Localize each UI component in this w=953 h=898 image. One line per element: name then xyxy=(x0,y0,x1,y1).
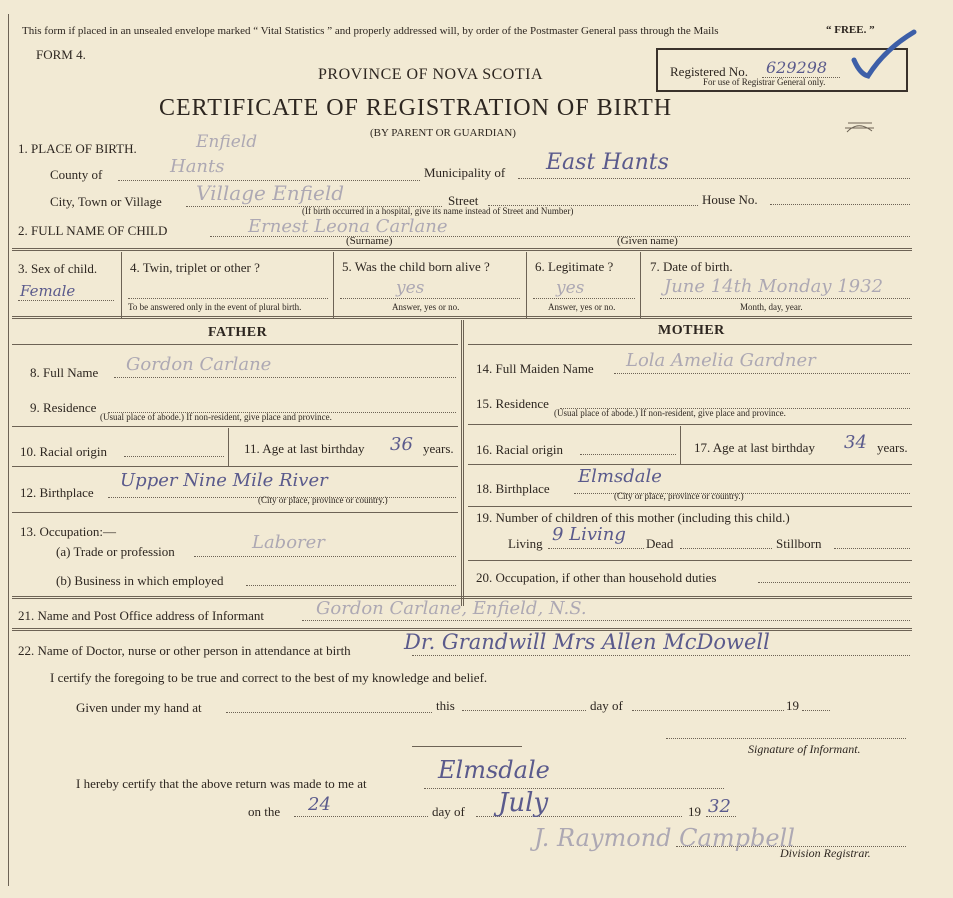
registrar-year-value: 32 xyxy=(708,796,731,817)
trade-value: Laborer xyxy=(252,532,325,553)
father-name-value: Gordon Carlane xyxy=(126,354,272,375)
registrar-day-of-label: day of xyxy=(432,804,465,819)
registered-number: 629298 xyxy=(766,58,828,77)
hospital-note: (If birth occurred in a hospital, give its name instead of Street and Number) xyxy=(302,206,574,216)
father-birthplace-value: Upper Nine Mile River xyxy=(120,470,328,491)
date-value: June 14th Monday 1932 xyxy=(664,276,884,297)
division-registrar-caption: Division Registrar. xyxy=(780,846,871,860)
certificate-title: CERTIFICATE OF REGISTRATION OF BIRTH xyxy=(159,95,673,121)
day-of-label: day of xyxy=(590,698,623,713)
mother-occupation-label: 20. Occupation, if other than household duties xyxy=(476,570,717,585)
father-residence-note: (Usual place of abode.) If non-resident, give place and province. xyxy=(100,412,332,422)
house-label: House No. xyxy=(702,192,758,207)
trade-label: (a) Trade or profession xyxy=(56,544,175,559)
legitimate-value: yes xyxy=(556,278,585,298)
street-label: Street xyxy=(448,193,479,208)
legitimate-note: Answer, yes or no. xyxy=(548,302,616,312)
father-years-label: years. xyxy=(423,441,454,456)
registrar-certify-text: I hereby certify that the above return was made to me at xyxy=(76,776,367,791)
child-name-value: Ernest Leona Carlane xyxy=(248,216,448,237)
dead-label: Dead xyxy=(646,536,674,551)
mother-age-value: 34 xyxy=(844,432,867,453)
given-under-label: Given under my hand at xyxy=(76,700,202,715)
informant-label: 21. Name and Post Office address of Informant xyxy=(18,608,264,623)
stillborn-label: Stillborn xyxy=(776,536,822,551)
surname-note: (Surname) xyxy=(346,235,393,247)
mother-birthplace-note: (City or place, province or country.) xyxy=(614,491,744,501)
this-label: this xyxy=(436,698,455,713)
father-age-label: 11. Age at last birthday xyxy=(244,441,365,456)
mother-birthplace-value: Elmsdale xyxy=(578,466,662,487)
mother-birthplace-label: 18. Birthplace xyxy=(476,481,550,496)
legitimate-label: 6. Legitimate ? xyxy=(535,259,614,274)
attendant-value: Dr. Grandwill Mrs Allen McDowell xyxy=(404,630,770,654)
county-label: County of xyxy=(50,167,103,182)
occupation-label: 13. Occupation:— xyxy=(20,524,117,539)
informant-signature-caption: Signature of Informant. xyxy=(748,742,861,756)
county-value: Hants xyxy=(170,156,225,177)
form-number: FORM 4. xyxy=(36,47,86,62)
twin-note: To be answered only in the event of plural birth. xyxy=(128,302,302,312)
sex-value: Female xyxy=(20,282,76,300)
father-racial-label: 10. Racial origin xyxy=(20,444,108,459)
registered-label: Registered No. xyxy=(670,64,748,79)
registrar-place-value: Elmsdale xyxy=(438,756,550,784)
given-name-note: (Given name) xyxy=(617,235,678,247)
father-birthplace-note: (City or place, province or country.) xyxy=(258,495,388,505)
sex-label: 3. Sex of child. xyxy=(18,261,98,276)
business-label: (b) Business in which employed xyxy=(56,573,224,588)
registrar-note: For use of Registrar General only. xyxy=(703,77,826,87)
mail-note: This form if placed in an unsealed envelope marked “ Vital Statistics ” and properly addressed will, by order of the Postmaster General pass through the Mails xyxy=(22,25,719,37)
mother-heading: MOTHER xyxy=(658,323,725,338)
province-heading: PROVINCE OF NOVA SCOTIA xyxy=(318,66,544,83)
free-note: “ FREE. ” xyxy=(826,24,875,36)
father-name-label: 8. Full Name xyxy=(30,365,99,380)
municipality-value: East Hants xyxy=(546,150,669,175)
date-label: 7. Date of birth. xyxy=(650,259,733,274)
year-19-label: 19 xyxy=(786,698,799,713)
alive-note: Answer, yes or no. xyxy=(392,302,460,312)
mother-name-label: 14. Full Maiden Name xyxy=(476,361,594,376)
registrar-month-value: July xyxy=(498,788,549,818)
father-age-value: 36 xyxy=(390,434,413,455)
certify-text: I certify the foregoing to be true and correct to the best of my knowledge and belief. xyxy=(50,670,488,685)
children-label: 19. Number of children of this mother (including this child.) xyxy=(476,510,790,525)
mother-age-label: 17. Age at last birthday xyxy=(694,440,815,455)
place-of-birth-value: Enfield xyxy=(196,132,258,152)
city-label: City, Town or Village xyxy=(50,194,162,209)
child-name-label: 2. FULL NAME OF CHILD xyxy=(18,223,168,238)
on-the-label: on the xyxy=(248,804,281,819)
certificate-subtitle: (BY PARENT OR GUARDIAN) xyxy=(370,127,516,139)
living-value: 9 Living xyxy=(552,524,626,545)
alive-value: yes xyxy=(396,278,425,298)
mother-name-value: Lola Amelia Gardner xyxy=(626,350,816,371)
registrar-signature: J. Raymond Campbell xyxy=(534,824,795,852)
father-residence-label: 9. Residence xyxy=(30,400,97,415)
living-label: Living xyxy=(508,536,543,551)
attendant-label: 22. Name of Doctor, nurse or other person in attendance at birth xyxy=(18,643,351,658)
twin-label: 4. Twin, triplet or other ? xyxy=(130,260,260,275)
mother-years-label: years. xyxy=(877,440,908,455)
alive-label: 5. Was the child born alive ? xyxy=(342,259,490,274)
father-heading: FATHER xyxy=(208,325,268,340)
check-mark-icon xyxy=(848,28,920,82)
place-of-birth-label: 1. PLACE OF BIRTH. xyxy=(18,141,137,156)
city-value: Village Enfield xyxy=(196,181,345,205)
informant-value: Gordon Carlane, Enfield, N.S. xyxy=(316,598,587,619)
mother-residence-note: (Usual place of abode.) If non-resident, give place and province. xyxy=(554,408,786,418)
scribble-mark-icon xyxy=(842,116,878,136)
left-border xyxy=(8,14,9,886)
mother-residence-label: 15. Residence xyxy=(476,396,549,411)
father-birthplace-label: 12. Birthplace xyxy=(20,485,94,500)
registrar-year-prefix: 19 xyxy=(688,804,701,819)
date-note: Month, day, year. xyxy=(740,302,803,312)
municipality-label: Municipality of xyxy=(424,165,506,180)
registrar-day-value: 24 xyxy=(308,794,331,815)
mother-racial-label: 16. Racial origin xyxy=(476,442,564,457)
